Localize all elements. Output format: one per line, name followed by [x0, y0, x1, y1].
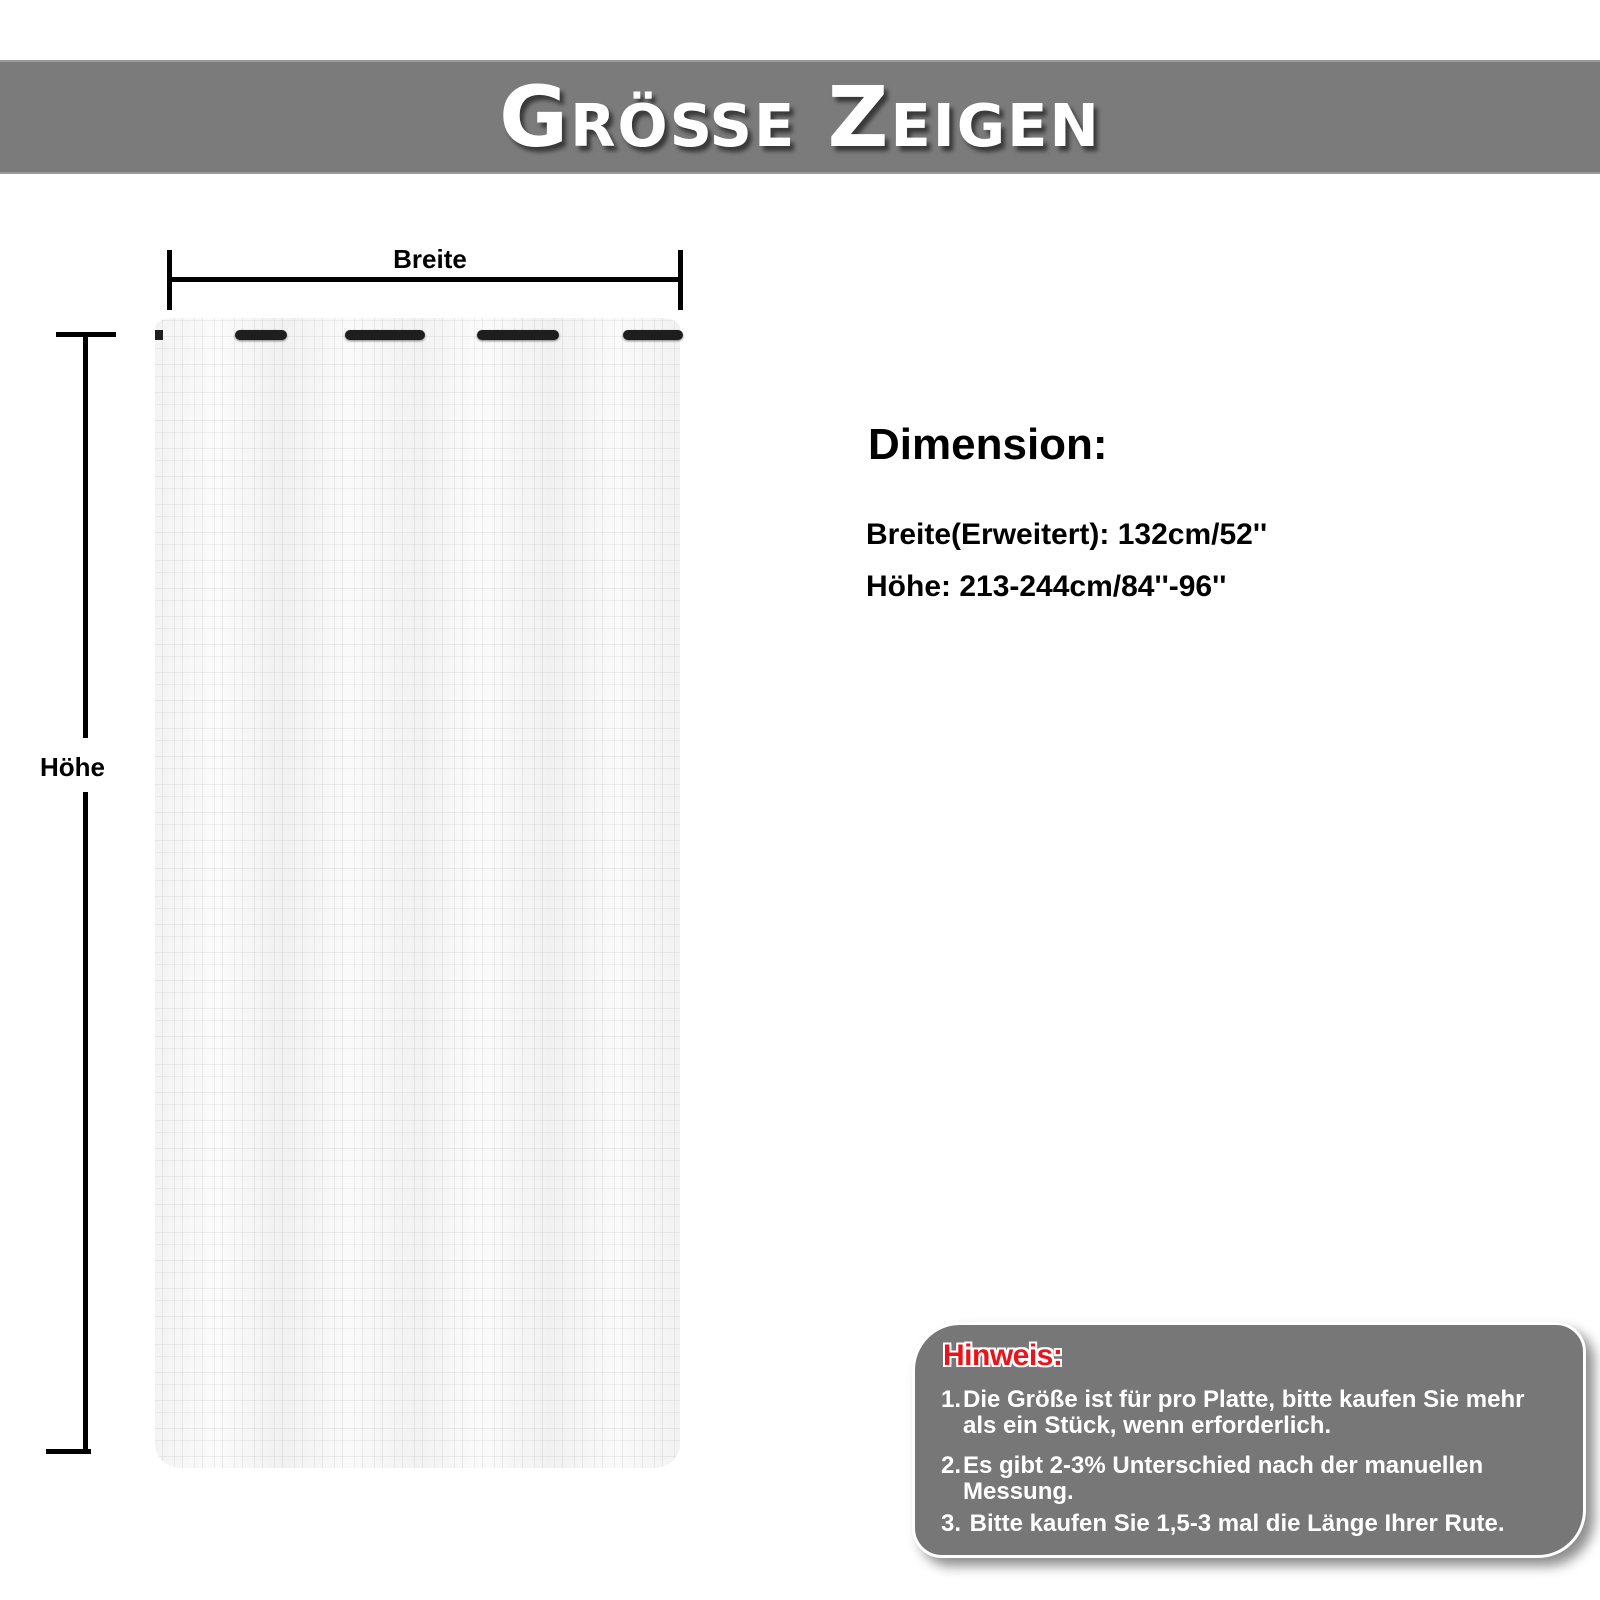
note-title: Hinweis:: [943, 1339, 1063, 1372]
curtain-rod-icon: [155, 330, 163, 340]
grommet-icon: [477, 330, 559, 340]
height-dimension-tick-bottom: [46, 1449, 91, 1454]
note-item-text-continued: Messung.: [963, 1478, 1074, 1505]
width-label: Breite: [393, 244, 467, 274]
curtain-fabric: [155, 318, 680, 1468]
dimension-width-value: Breite(Erweitert): 132cm/52'': [866, 518, 1268, 551]
width-dimension-tick-right: [678, 250, 683, 310]
note-item-text-continued: als ein Stück, wenn erforderlich.: [963, 1412, 1332, 1439]
title-banner: [0, 60, 1600, 174]
note-item: [941, 1453, 1483, 1505]
dimension-title: Dimension:: [868, 420, 1108, 469]
note-item-number: 3.: [941, 1510, 962, 1537]
note-item-number: 1.: [941, 1386, 962, 1413]
height-label: Höhe: [40, 752, 105, 782]
note-item: [941, 1387, 1524, 1439]
grommet-icon: [235, 330, 287, 340]
note-item-text: Es gibt 2-3% Unterschied nach der manuellen: [963, 1452, 1484, 1479]
note-item-number: 2.: [941, 1452, 962, 1479]
grommet-icon: [345, 330, 425, 340]
note-box: [912, 1322, 1586, 1558]
curtain-illustration: [155, 318, 680, 1468]
note-item-text: Die Größe ist für pro Platte, bitte kaufen Sie mehr: [963, 1386, 1525, 1413]
dimension-height-value: Höhe: 213-244cm/84''-96'': [866, 570, 1227, 603]
height-dimension-line-upper: [83, 333, 88, 738]
banner-title: Größe Zeigen: [499, 68, 1101, 166]
note-item-text: Bitte kaufen Sie 1,5-3 mal die Länge Ihrer Rute.: [963, 1510, 1505, 1537]
height-dimension-line-lower: [83, 792, 88, 1452]
note-item: [941, 1511, 1505, 1537]
width-dimension-line: [168, 277, 681, 282]
grommet-icon: [623, 330, 683, 340]
